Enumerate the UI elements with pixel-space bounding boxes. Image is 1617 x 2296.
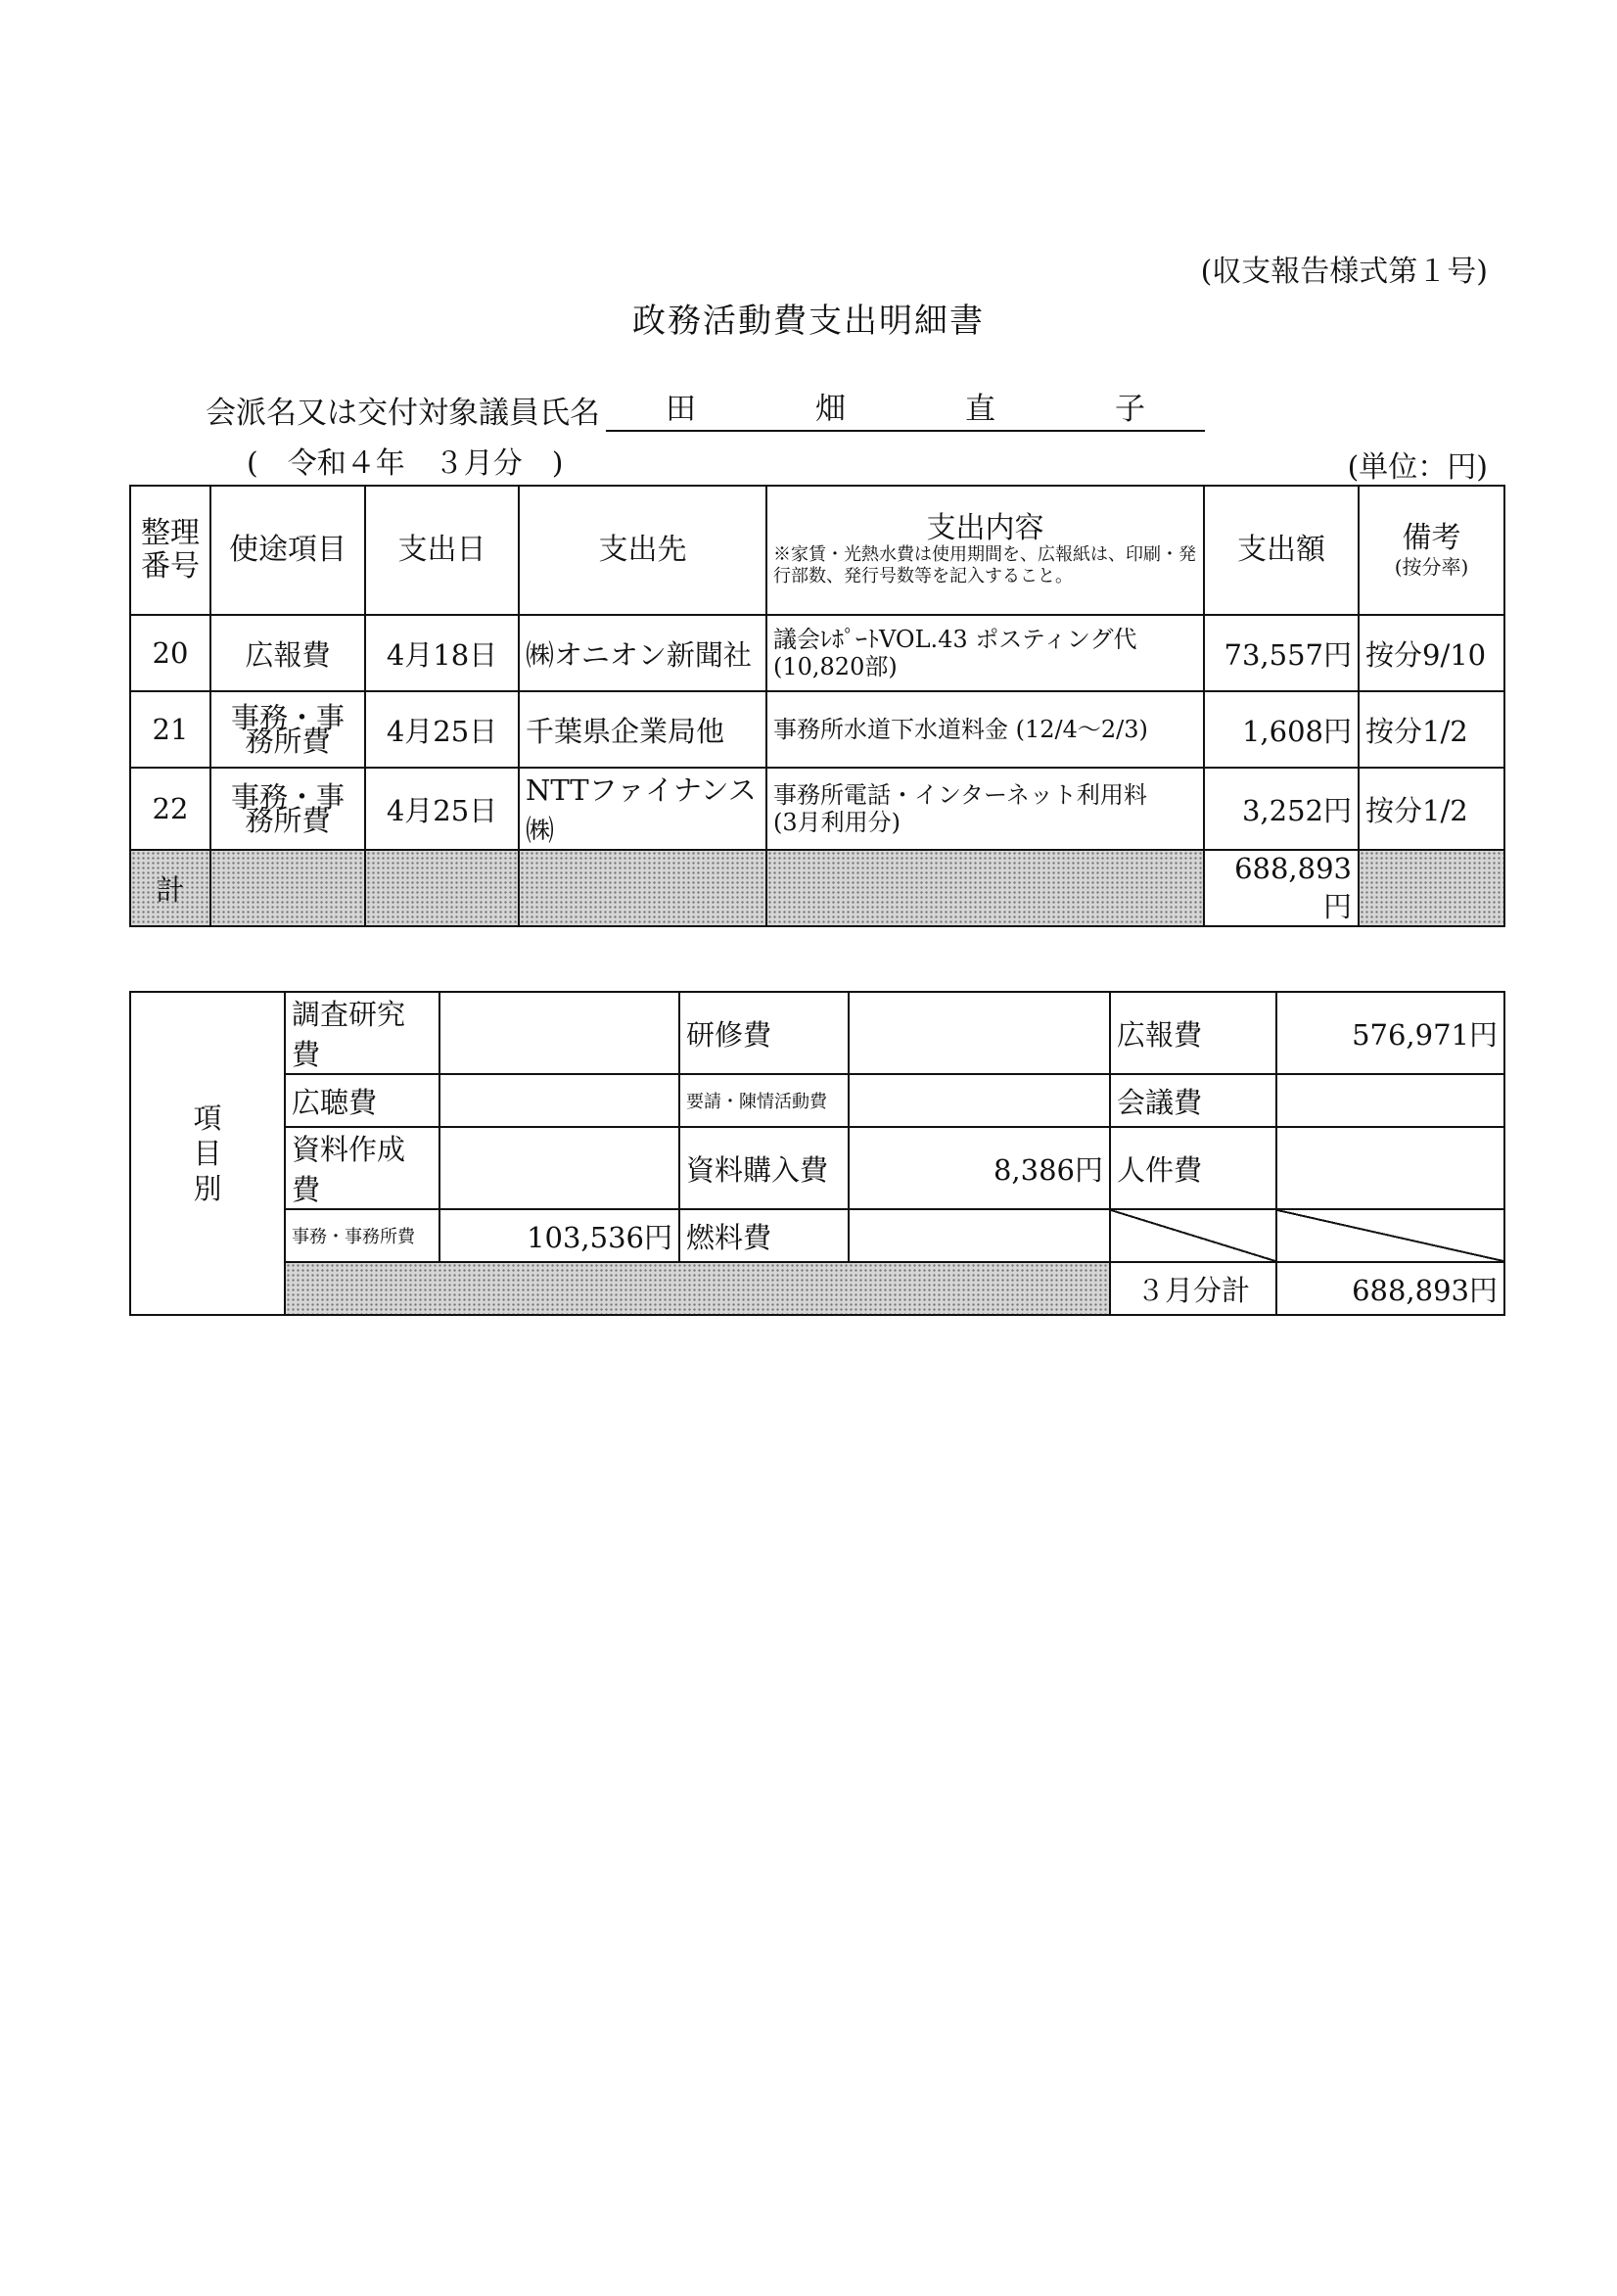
period: ( 令和４年 ３月分 ) — [247, 446, 564, 481]
row-payee: ㈱オニオン新聞社 — [519, 615, 766, 691]
table-row — [130, 615, 1504, 691]
shaded-cell — [365, 850, 519, 926]
fuel-value — [849, 1209, 1110, 1262]
unit-label: (単位：円) — [1347, 450, 1488, 485]
research-value — [439, 992, 679, 1074]
header-content — [766, 486, 1204, 615]
expense-detail-table — [129, 485, 1505, 927]
row-content — [766, 691, 1204, 768]
row-amount: 3,252円 — [1204, 768, 1359, 850]
fuel-label: 燃料費 — [679, 1209, 849, 1262]
row-content-line2: (10,820部) — [773, 653, 898, 680]
member-name-char: 畑 — [815, 392, 846, 427]
header-remarks-sub: (按分率) — [1394, 555, 1469, 579]
row-amount: 73,557円 — [1204, 615, 1359, 691]
shaded-cell — [519, 850, 766, 926]
diagonal-empty-cell — [1110, 1209, 1276, 1262]
research-label: 調査研究費 — [285, 992, 439, 1074]
total-row — [130, 850, 1504, 926]
side-label-char: 別 — [193, 1172, 222, 1205]
hearing-label: 広聴費 — [285, 1074, 439, 1127]
row-content — [766, 768, 1204, 850]
row-content-line: 事務所水道下水道料金 (12/4〜2/3) — [773, 716, 1148, 743]
publicity-label: 広報費 — [1110, 992, 1276, 1074]
total-amount: 688,893円 — [1204, 850, 1359, 926]
member-name-char: 田 — [666, 392, 696, 427]
row-remarks: 按分1/2 — [1359, 691, 1504, 768]
diagonal-empty-cell — [1276, 1209, 1504, 1262]
header-date: 支出日 — [365, 486, 519, 615]
materials-creation-label: 資料作成費 — [285, 1127, 439, 1209]
personnel-value — [1276, 1127, 1504, 1209]
petition-label: 要請・陳情活動費 — [679, 1074, 849, 1127]
row-content-line2: (3月利用分) — [773, 809, 901, 836]
month-total-label: ３月分計 — [1110, 1262, 1276, 1315]
shaded-cell — [1359, 850, 1504, 926]
member-name-char: 直 — [965, 392, 995, 427]
materials-purchase-label: 資料購入費 — [679, 1127, 849, 1209]
row-no: 21 — [130, 691, 210, 768]
summary-total-row — [130, 1262, 1504, 1315]
table-row — [130, 768, 1504, 850]
shaded-cell — [210, 850, 365, 926]
row-category: 広報費 — [210, 615, 365, 691]
materials-creation-value — [439, 1127, 679, 1209]
total-label: 計 — [130, 850, 210, 926]
row-payee: NTTファイナンス㈱ — [519, 768, 766, 850]
summary-row — [130, 1074, 1504, 1127]
office-label: 事務・事務所費 — [285, 1209, 439, 1262]
office-value: 103,536円 — [439, 1209, 679, 1262]
summary-row — [130, 992, 1504, 1074]
row-date: 4月25日 — [365, 691, 519, 768]
row-date: 4月25日 — [365, 768, 519, 850]
header-content-note: ※家賃・光熱水費は使用期間を、広報紙は、印刷・発行部数、発行号数等を記入すること。 — [773, 544, 1196, 586]
summary-row — [130, 1209, 1504, 1262]
shaded-cell — [766, 850, 1204, 926]
row-payee: 千葉県企業局他 — [519, 691, 766, 768]
member-name — [606, 384, 1205, 432]
meeting-value — [1276, 1074, 1504, 1127]
row-remarks: 按分1/2 — [1359, 768, 1504, 850]
publicity-value: 576,971円 — [1276, 992, 1504, 1074]
header-no: 整理番号 — [130, 486, 210, 615]
petition-value — [849, 1074, 1110, 1127]
member-label: 会派名又は交付対象議員氏名 — [206, 396, 600, 431]
row-content — [766, 615, 1204, 691]
header-remarks — [1359, 486, 1504, 615]
summary-row — [130, 1127, 1504, 1209]
hearing-value — [439, 1074, 679, 1127]
row-content-line: 議会ﾚﾎﾟｰﾄVOL.43 ポスティング代 — [773, 626, 1137, 653]
header-remarks-title: 備考 — [1402, 521, 1461, 555]
row-category: 事務・事務所費 — [210, 691, 365, 768]
table-header-row — [130, 486, 1504, 615]
header-amount: 支出額 — [1204, 486, 1359, 615]
header-content-title: 支出内容 — [926, 511, 1044, 545]
member-name-char: 子 — [1115, 392, 1145, 427]
form-number: (収支報告様式第１号) — [1200, 255, 1488, 289]
category-summary-table — [129, 991, 1505, 1316]
header-payee: 支出先 — [519, 486, 766, 615]
personnel-label: 人件費 — [1110, 1127, 1276, 1209]
header-category: 使途項目 — [210, 486, 365, 615]
training-value — [849, 992, 1110, 1074]
shaded-cell — [285, 1262, 1110, 1315]
member-row — [206, 384, 1205, 432]
row-category: 事務・事務所費 — [210, 768, 365, 850]
row-no: 20 — [130, 615, 210, 691]
row-date: 4月18日 — [365, 615, 519, 691]
materials-purchase-value: 8,386円 — [849, 1127, 1110, 1209]
training-label: 研修費 — [679, 992, 849, 1074]
summary-side-label — [130, 992, 285, 1315]
meeting-label: 会議費 — [1110, 1074, 1276, 1127]
side-label-char: 目 — [193, 1137, 222, 1170]
row-amount: 1,608円 — [1204, 691, 1359, 768]
document-title: 政務活動費支出明細書 — [632, 302, 985, 341]
row-content-line: 事務所電話・インターネット利用料 — [773, 781, 1147, 809]
row-no: 22 — [130, 768, 210, 850]
table-row — [130, 691, 1504, 768]
row-remarks: 按分9/10 — [1359, 615, 1504, 691]
month-total-value: 688,893円 — [1276, 1262, 1504, 1315]
side-label-char: 項 — [193, 1101, 222, 1135]
